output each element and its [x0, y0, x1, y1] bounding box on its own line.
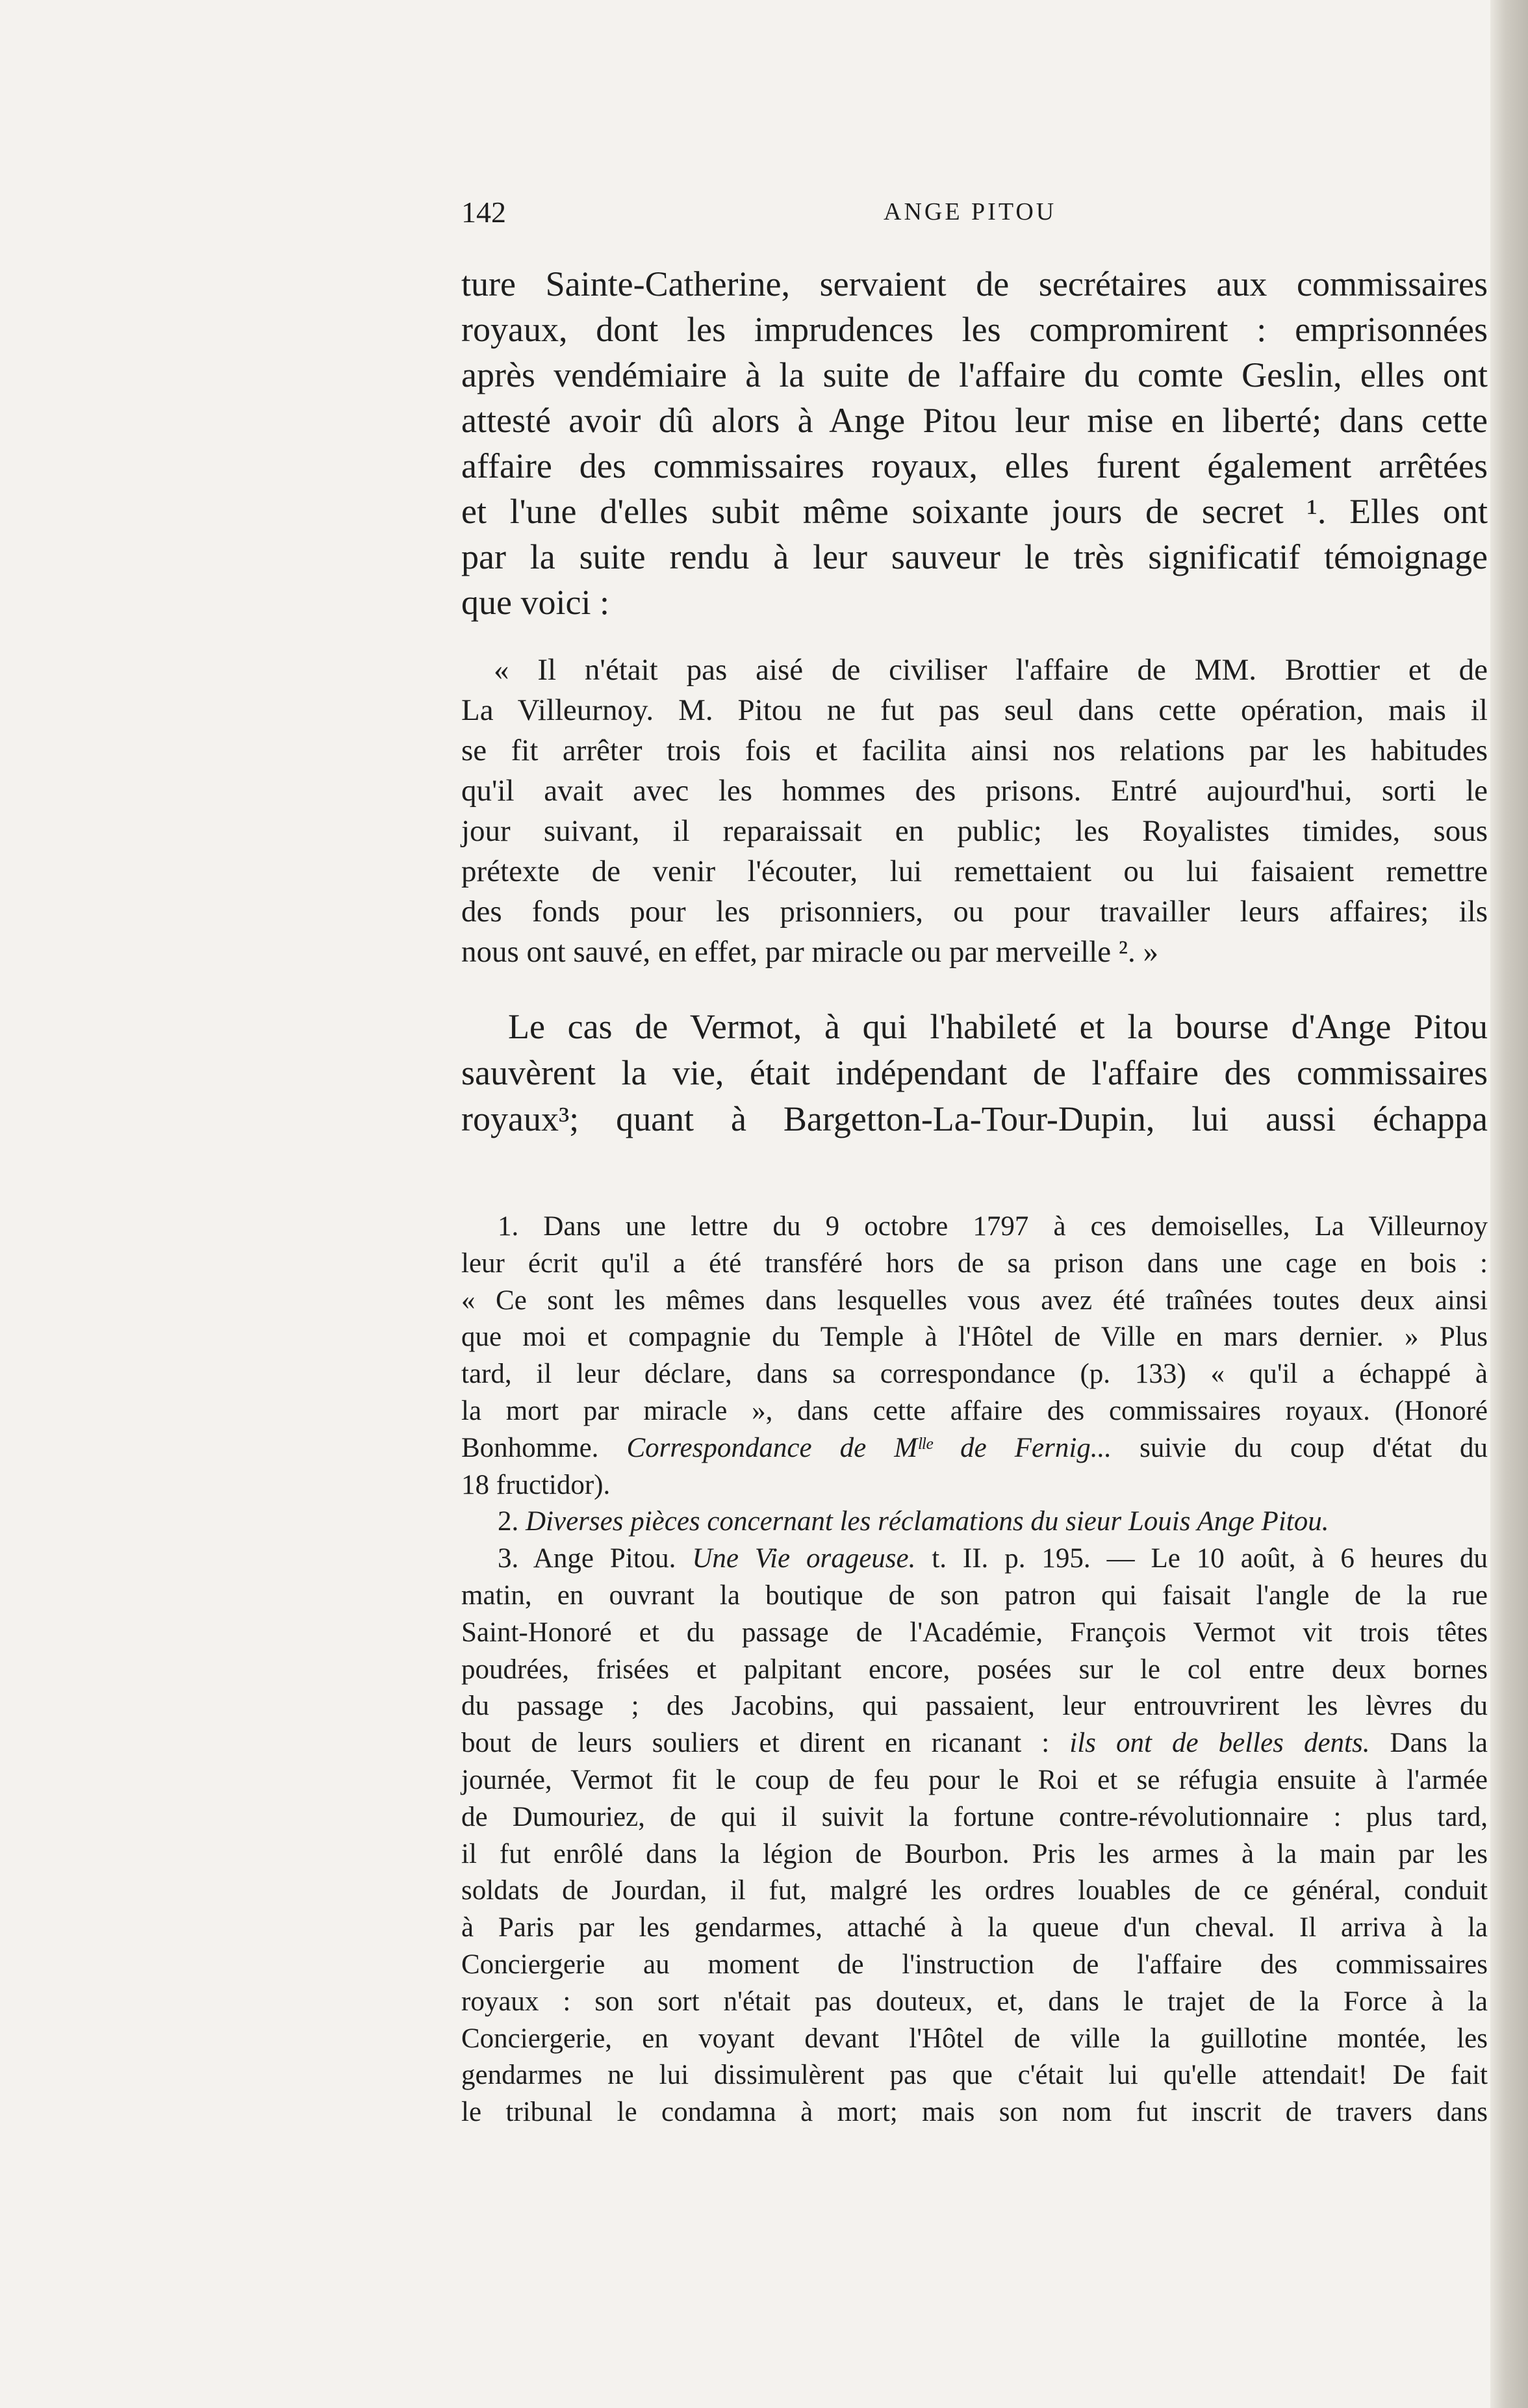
text-line: et l'une d'elles subit même soixante jours de secret ¹. Elles ont [461, 492, 1488, 531]
footnote-line: Conciergerie, en voyant devant l'Hôtel de ville la guillotine montée, les [461, 2023, 1488, 2054]
footnote-text: 3. Ange Pitou. [498, 1543, 693, 1574]
footnote-line: leur écrit qu'il a été transféré hors de sa prison dans une cage en bois : [461, 1248, 1488, 1279]
footnote-line: il fut enrôlé dans la légion de Bourbon. Pris les armes à la main par les [461, 1838, 1488, 1869]
footnote-line: « Ce sont les mêmes dans lesquelles vous avez été traînées toutes deux ainsi [461, 1285, 1488, 1316]
footnote-line: à Paris par les gendarmes, attaché à la queue d'un cheval. Il arriva à la [461, 1912, 1488, 1943]
text-line: que voici : [461, 583, 609, 622]
footnotes [461, 1209, 1488, 2131]
footnote-line: soldats de Jourdan, il fut, malgré les ordres louables de ce général, conduit [461, 1875, 1488, 1906]
text-line: attesté avoir dû alors à Ange Pitou leur mise en liberté; dans cette [461, 401, 1488, 440]
footnote-text: bout de leurs souliers et dirent en ricanant : [461, 1728, 1070, 1759]
footnote-text: Dans la [1369, 1728, 1488, 1759]
quote-line: prétexte de venir l'écouter, lui remettaient ou lui faisaient remettre [461, 854, 1488, 888]
text-line: ture Sainte-Catherine, servaient de secrétaires aux commissaires [461, 264, 1488, 303]
footnote-italic-title: Correspondance de Mˡˡᵉ de Fernig... [626, 1432, 1112, 1463]
quote-line: La Villeurnoy. M. Pitou ne fut pas seul dans cette opération, mais il [461, 693, 1488, 727]
footnote-line [461, 1430, 1488, 1467]
paragraph-2 [461, 1004, 1488, 1142]
footnote-italic-quote: ils ont de belles dents. [1069, 1728, 1370, 1759]
footnote-italic-title: Une Vie orageuse. [692, 1543, 916, 1574]
footnote-line: tard, il leur déclare, dans sa correspondance (p. 133) « qu'il a échappé à [461, 1359, 1488, 1390]
quote-line: « Il n'était pas aisé de civiliser l'affaire de MM. Brottier et de [494, 653, 1488, 687]
footnote-line: matin, en ouvrant la boutique de son patron qui faisait l'angle de la rue [461, 1580, 1488, 1611]
text-line: royaux, dont les imprudences les compromirent : emprisonnées [461, 310, 1488, 349]
quote-line: se fit arrêter trois fois et facilita ainsi nos relations par les habitudes [461, 734, 1488, 767]
quote-line: jour suivant, il reparaissait en public; les Royalistes timides, sous [461, 814, 1488, 848]
page-header [461, 195, 1072, 234]
footnote-line: poudrées, frisées et palpitant encore, posées sur le col entre deux bornes [461, 1654, 1488, 1685]
footnote-line: Saint-Honoré et du passage de l'Académie, François Vermot vit trois têtes [461, 1617, 1488, 1648]
text-line: royaux³; quant à Bargetton-La-Tour-Dupin, lui aussi échappa [461, 1099, 1488, 1138]
footnote-line [461, 1541, 1488, 1578]
footnote-line: de Dumouriez, de qui il suivit la fortune contre-révolutionnaire : plus tard, [461, 1801, 1488, 1832]
running-title: ANGE PITOU [884, 198, 1057, 225]
block-quote [461, 650, 1488, 972]
text-line: après vendémiaire à la suite de l'affaire du comte Geslin, elles ont [461, 355, 1488, 394]
footnote-line [461, 1725, 1488, 1762]
footnote-line: royaux : son sort n'était pas douteux, et, dans le trajet de la Force à la [461, 1986, 1488, 2017]
footnote-text: suivie du coup d'état du [1112, 1432, 1488, 1463]
footnote-line [461, 1504, 1488, 1541]
quote-line: des fonds pour les prisonniers, ou pour travailler leurs affaires; ils [461, 895, 1488, 929]
footnote-line: que moi et compagnie du Temple à l'Hôtel de Ville en mars dernier. » Plus [461, 1322, 1488, 1353]
footnote-line: gendarmes ne lui dissimulèrent pas que c'était lui qu'elle attendait! De fait [461, 2060, 1488, 2091]
footnote-text: t. II. p. 195. — Le 10 août, à 6 heures du [915, 1543, 1488, 1574]
footnote-number: 2. [498, 1506, 526, 1537]
text-line: Le cas de Vermot, à qui l'habileté et la bourse d'Ange Pitou [508, 1007, 1488, 1046]
footnote-line: la mort par miracle », dans cette affaire des commissaires royaux. (Honoré [461, 1395, 1488, 1426]
footnote-line: 18 fructidor). [461, 1469, 611, 1500]
footnote-line: le tribunal le condamna à mort; mais son nom fut inscrit de travers dans [461, 2097, 1488, 2128]
quote-line: qu'il avait avec les hommes des prisons. Entré aujourd'hui, sorti le [461, 774, 1488, 808]
text-line: sauvèrent la vie, était indépendant de l'affaire des commissaires [461, 1053, 1488, 1092]
quote-line: nous ont sauvé, en effet, par miracle ou par merveille ². » [461, 935, 1158, 969]
footnote-text: Bonhomme. [461, 1432, 627, 1463]
page-edge [1490, 0, 1528, 2408]
footnote-line: Conciergerie au moment de l'instruction de l'affaire des commissaires [461, 1949, 1488, 1980]
text-line: affaire des commissaires royaux, elles furent également arrêtées [461, 446, 1488, 485]
page-number: 142 [461, 196, 506, 229]
footnote-italic-title: Diverses pièces concernant les réclamations du sieur Louis Ange Pitou. [526, 1506, 1329, 1537]
text-line: par la suite rendu à leur sauveur le très significatif témoignage [461, 537, 1488, 576]
footnote-line: du passage ; des Jacobins, qui passaient, leur entrouvrirent les lèvres du [461, 1691, 1488, 1722]
footnote-line: journée, Vermot fit le coup de feu pour le Roi et se réfugia ensuite à l'armée [461, 1764, 1488, 1795]
footnote-line: 1. Dans une lettre du 9 octobre 1797 à ces demoiselles, La Villeurnoy [498, 1211, 1488, 1242]
paragraph-1 [461, 261, 1488, 625]
